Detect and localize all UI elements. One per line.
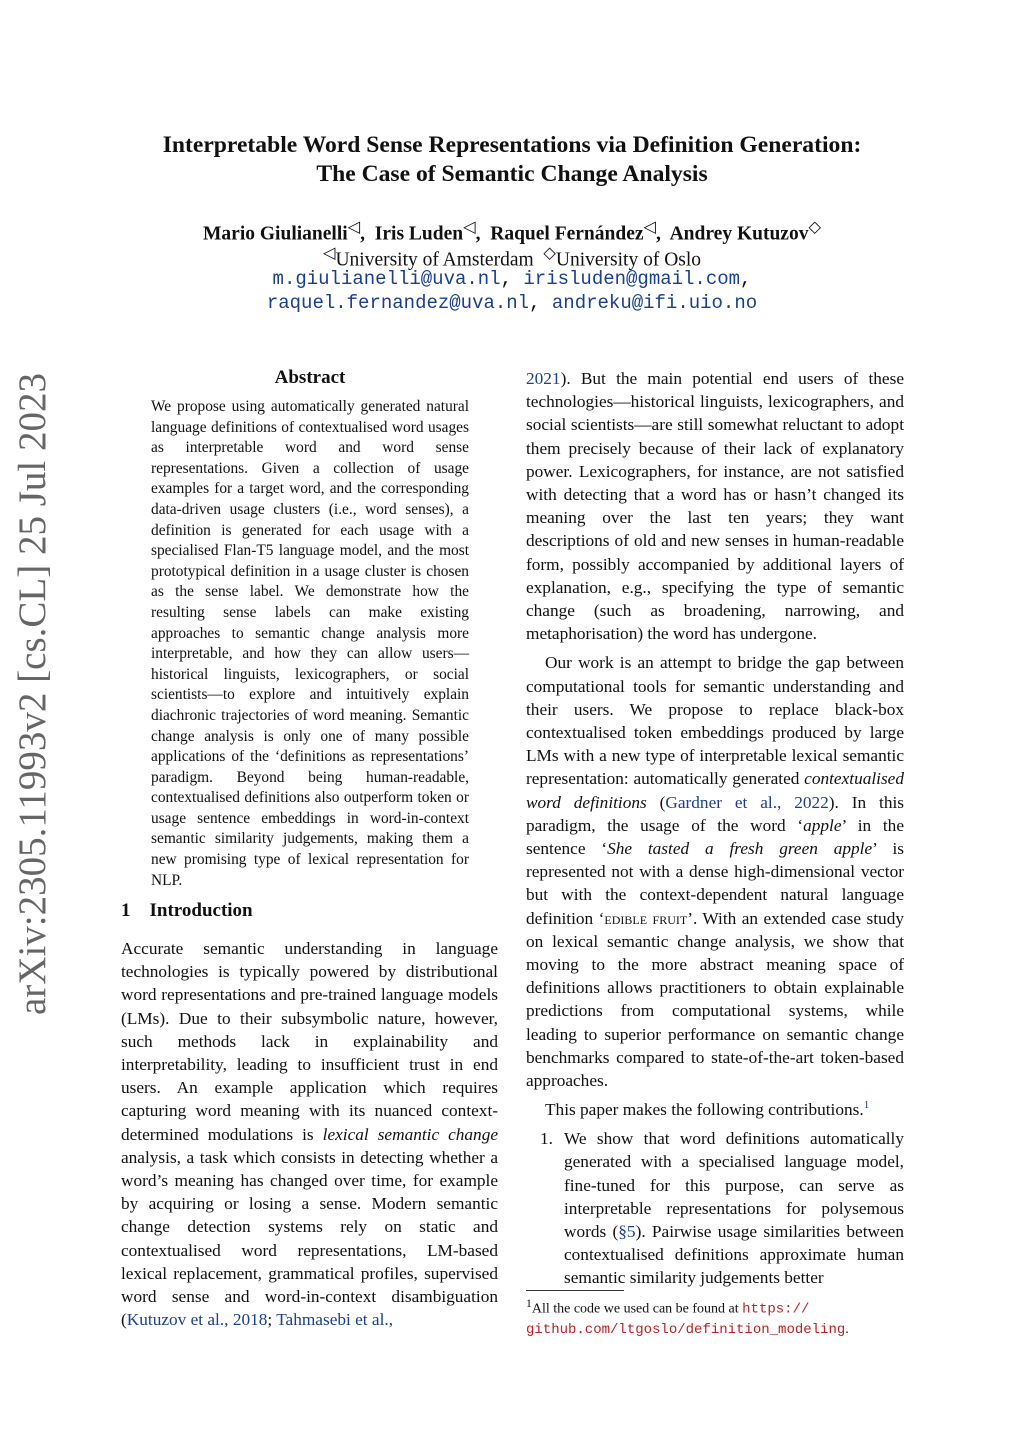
text-run: ’. With an extended case study on lexical semantic change analysis, we show that moving to the more abstract meaning space of definitions allows practitioners to obtain explainable predictions from computational systems, while leading to superior performance on semantic change benchmarks compared to state-of-the-art token-based approaches. — [526, 908, 904, 1091]
text-run: ; — [267, 1310, 277, 1330]
intro-paragraph — [526, 1094, 904, 1121]
affiliation-mark: ◇ — [543, 244, 556, 262]
small-caps-text: edible fruit — [604, 908, 688, 928]
abstract-text: We propose using automatically generated natural language definitions of contextualised word usages as interpretable word and word sense representations. Given a collection of usage examples for a target word, and the corresponding data-driven usage clusters (i.e., word senses), a definition is generated for each usage with a specialised Flan-T5 language model, and the most prototypical definition in a usage cluster is chosen as the sense label. We demonstrate how the resulting sense labels can make existing approaches to semantic change analysis more interpretable, and how they can allow users—historical linguists, lexicographers, or social scientists—to explore and intuitively explain diachronic trajectories of word meaning. Semantic change analysis is only one of many possible applications of the ‘definitions as representations’ paradigm. Beyond being human-readable, contextualised definitions also outperform token or usage sentence embeddings in word-in-context semantic similarity judgements, making them a new promising type of lexical representation for NLP. — [151, 398, 469, 889]
emphasis: contextualised word definitions — [526, 769, 904, 812]
text-run: . — [845, 1321, 849, 1337]
citation-link[interactable]: 2021 — [526, 369, 561, 388]
emphasis: lexical semantic change — [322, 1124, 499, 1144]
section-title: Introduction — [149, 900, 253, 921]
affiliation-name: University of Oslo — [555, 249, 702, 271]
paper-title — [80, 131, 944, 189]
affiliation-mark: ◁ — [347, 218, 361, 236]
author-list: Mario Giulianelli◁, Iris Luden◁, Raquel Fernández◁, Andrey Kutuzov◇ — [203, 218, 821, 245]
text-run: analysis, a task which consists in detecting whether a word’s meaning has changed over time, for example by acquiring or losing a sense. Modern semantic change detection systems rely on static and contextualised word representations, LM-based lexical replacement, grammatical profiles, supervised word sense and word-in-context disambiguation ( — [121, 1147, 498, 1330]
footnote-number: 1 — [526, 1297, 532, 1310]
title-line-2: The Case of Semantic Change Analysis — [316, 161, 708, 187]
email-link[interactable]: raquel.fernandez@uva.nl — [266, 292, 530, 314]
text-run: We show that word definitions automatically generated with a specialised language model, fine-tuned for this purpose, can serve as interpretable representations for polysemous words ( — [564, 1129, 904, 1242]
affiliation-mark: ◁ — [322, 244, 336, 262]
footnote-divider — [526, 1290, 624, 1291]
email-line-2: raquel.fernandez@uva.nl, andreku@ifi.uio.no — [266, 292, 758, 314]
contribution-item — [526, 1127, 904, 1289]
affiliation-name: University of Amsterdam — [335, 249, 534, 271]
text-run: Accurate semantic understanding in language technologies is typically powered by distributional word representations and pre-trained language models (LMs). Due to their subsymbolic nature, however, such methods lack in explainability and interpretability, leading to insufficient trust in end users. An example application which requires capturing word meaning with its nuanced context-determined modulations is — [121, 939, 498, 1144]
text-run: ). But the main potential end users of these technologies—historical linguists, lexicographers, and social scientists—are still somewhat reluctant to adopt them precisely because of their lack of explanatory power. Lexicographers, for instance, are not satisfied with detecting that a word has or hasn’t changed its meaning over the last ten years; they want descriptions of old and new senses in human-readable form, possibly accompanied by additional layers of explanation, e.g., specifying the type of semantic change (such as broadening, narrowing, and metaphorisation) the word has undergone. — [526, 369, 904, 644]
affiliation-mark: ◇ — [808, 218, 821, 236]
text-run: ). Pairwise usage similarities between contextualised definitions approximate human semantic similarity judgements better — [564, 1222, 904, 1288]
intro-right-column — [526, 367, 904, 1290]
email-link[interactable]: irisluden@gmail.com — [523, 268, 741, 290]
footnote-text: All the code we used can be found at — [531, 1301, 743, 1317]
text-run: Our work is an attempt to bridge the gap between computational tools for semantic understanding and their users. We propose to replace black-box contextualised token embeddings produced by large LMs with a new type of interpretable lexical semantic representation: automatically generated — [526, 653, 904, 789]
author-name: Andrey Kutuzov — [669, 223, 809, 245]
intro-paragraph — [121, 937, 498, 1331]
citation-link[interactable]: Kutuzov et al., 2018 — [126, 1310, 268, 1330]
footnote-marker[interactable]: 1 — [863, 1099, 870, 1112]
text-run: ). In this paradigm, the usage of the word ‘ — [526, 792, 904, 835]
abstract-heading: Abstract — [274, 367, 346, 388]
title-line-1: Interpretable Word Sense Representations via Definition Generation: — [162, 132, 862, 158]
intro-paragraph — [526, 367, 904, 645]
arxiv-identifier: arXiv:2305.11993v2 [cs.CL] 25 Jul 2023 — [11, 373, 54, 1015]
section-number: 1 — [121, 900, 131, 921]
list-number: 1. — [540, 1129, 553, 1149]
text-run: ( — [646, 792, 666, 812]
intro-paragraph — [526, 651, 904, 1092]
author-name: Raquel Fernández — [490, 223, 644, 245]
text-run: ’ is represented not with a dense high-dimensional vector but with the context-dependent natural language definition ‘ — [526, 839, 904, 928]
affiliation-mark: ◁ — [463, 218, 476, 236]
citation-link[interactable]: Gardner et al., 2022 — [665, 792, 829, 812]
text-run: This paper makes the following contributions. — [545, 1100, 864, 1120]
email-link[interactable]: andreku@ifi.uio.no — [551, 292, 758, 314]
section-heading — [121, 900, 253, 922]
emphasis: She tasted a fresh green apple — [607, 839, 873, 859]
footnote-url[interactable]: https:// — [742, 1301, 810, 1318]
section-ref-link[interactable]: §5 — [618, 1222, 636, 1242]
email-link[interactable]: m.giulianelli@uva.nl — [272, 268, 501, 290]
intro-left-column — [121, 937, 498, 1331]
email-line-1: m.giulianelli@uva.nl, irisluden@gmail.com, — [272, 268, 752, 290]
text-run: ’ in the sentence ‘ — [526, 815, 904, 859]
author-name: Iris Luden — [374, 223, 464, 245]
footnote-url[interactable]: github.com/ltgoslo/definition_modeling — [526, 1321, 846, 1338]
citation-link[interactable]: Tahmasebi et al., — [276, 1310, 394, 1330]
author-name: Mario Giulianelli — [203, 223, 348, 245]
affiliation-mark: ◁ — [643, 218, 657, 236]
footnote — [526, 1294, 906, 1340]
emphasis: apple — [803, 815, 842, 835]
